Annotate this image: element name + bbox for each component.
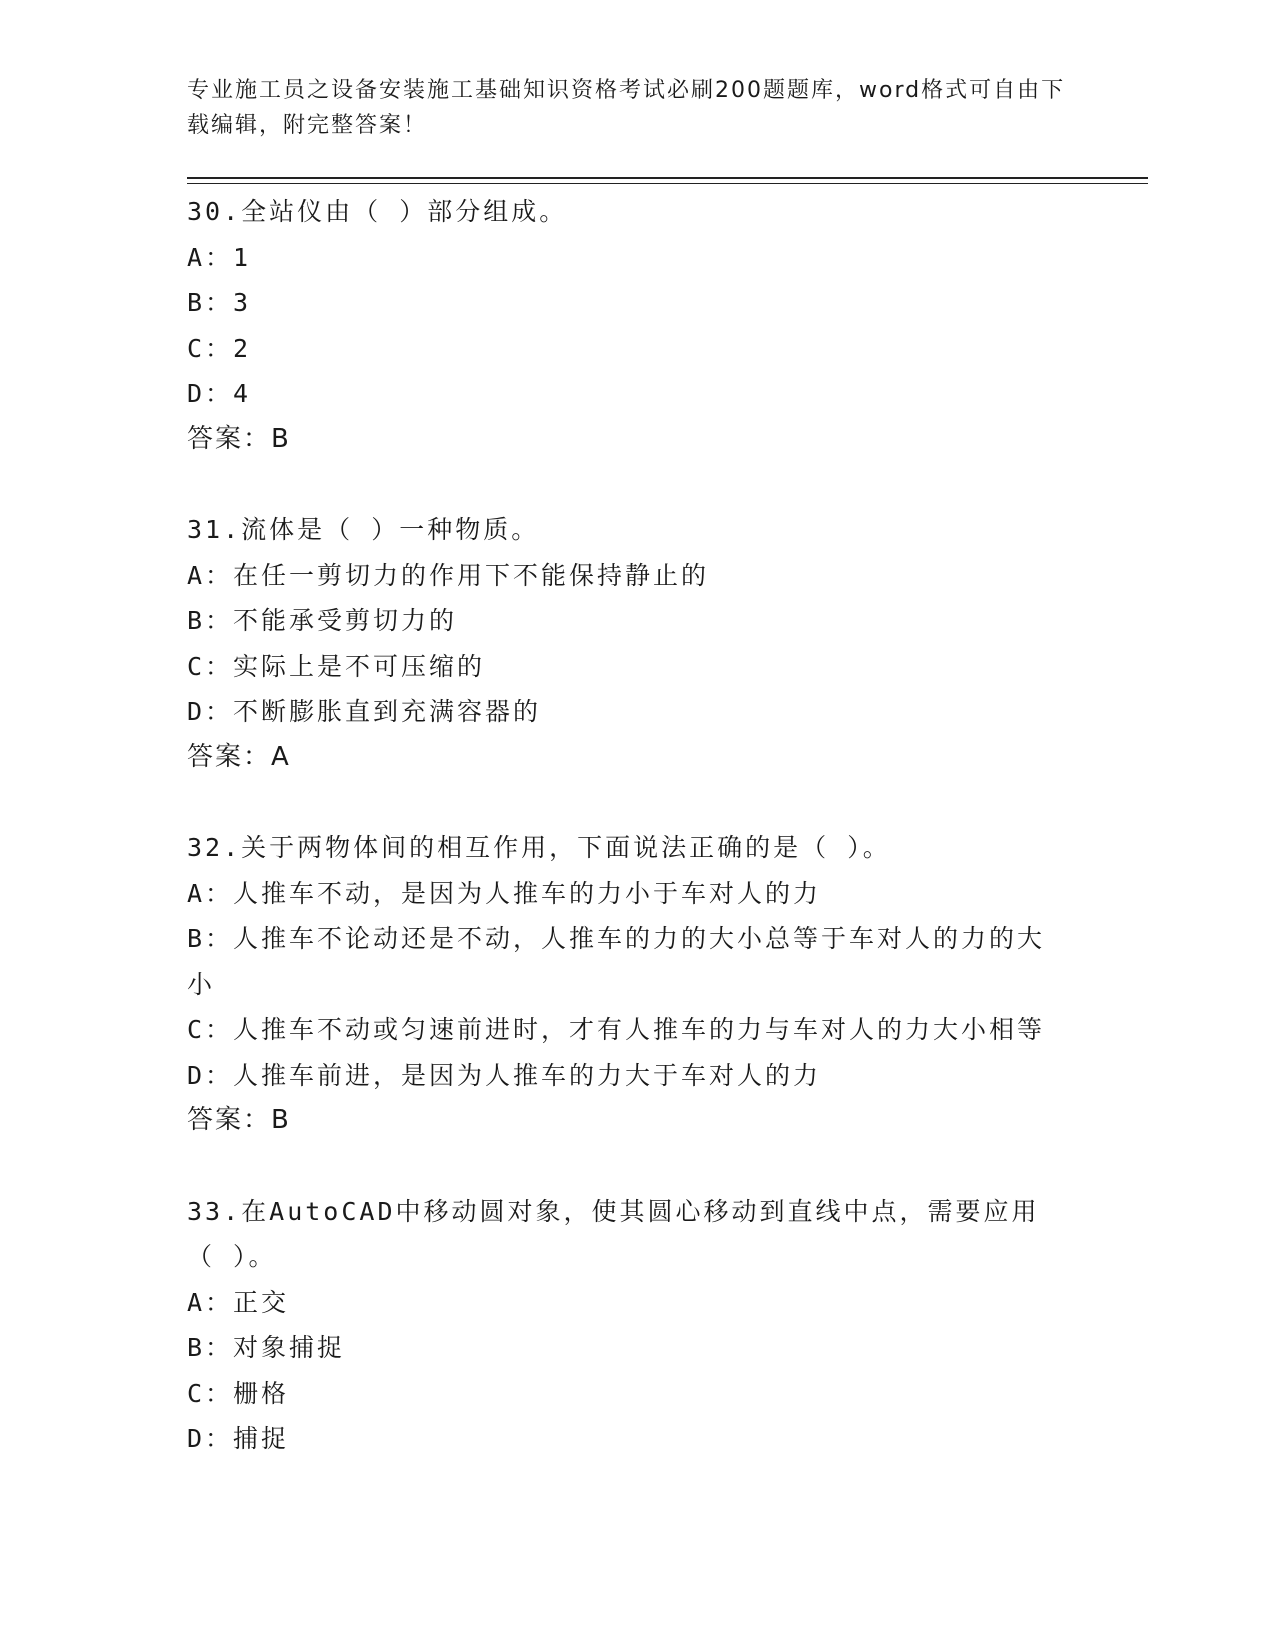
option-a: A：1 [187, 242, 252, 272]
option-b: B：人推车不论动还是不动，人推车的力的大小总等于车对人的力的大小 [187, 924, 1046, 999]
answer-text: 答案：A [187, 741, 291, 772]
header-divider-thin [187, 183, 1148, 184]
option-a: A：在任一剪切力的作用下不能保持静止的 [187, 560, 710, 590]
option-b: B：3 [187, 288, 252, 317]
question-stem: 31.流体是（ ）一种物质。 [187, 515, 540, 544]
option-c: C：实际上是不可压缩的 [187, 651, 486, 681]
option-d: D：人推车前进，是因为人推车的力大于车对人的力 [187, 1060, 822, 1090]
question-list [187, 189, 1067, 1507]
option-c: C：栅格 [187, 1378, 290, 1408]
document-header: 专业施工员之设备安装施工基础知识资格考试必刷200题题库，word格式可自由下载编辑，附完整答案！ [187, 78, 1066, 138]
answer-text: 答案：B [187, 423, 291, 454]
option-d: D：4 [187, 379, 252, 408]
answer-text: 答案：B [187, 1105, 291, 1135]
question-item [187, 189, 1067, 462]
question-item [187, 507, 1067, 780]
question-stem: 30.全站仪由（ ）部分组成。 [187, 197, 568, 226]
option-d: D：不断膨胀直到充满容器的 [187, 697, 542, 726]
question-item [187, 1189, 1067, 1462]
option-c: C：人推车不动或匀速前进时，才有人推车的力与车对人的力大小相等 [187, 1015, 1046, 1044]
option-b: B：不能承受剪切力的 [187, 606, 458, 635]
question-stem: 32.关于两物体间的相互作用，下面说法正确的是（ ）。 [187, 833, 891, 862]
option-a: A：正交 [187, 1287, 290, 1317]
option-d: D：捕捉 [187, 1424, 290, 1453]
question-stem: 33.在AutoCAD中移动圆对象，使其圆心移动到直线中点，需要应用（ ）。 [187, 1196, 1040, 1271]
option-b: B：对象捕捉 [187, 1333, 346, 1362]
header-divider-thick [187, 177, 1148, 179]
option-c: C：2 [187, 333, 252, 363]
question-item [187, 825, 1067, 1144]
option-a: A：人推车不动，是因为人推车的力小于车对人的力 [187, 878, 822, 908]
